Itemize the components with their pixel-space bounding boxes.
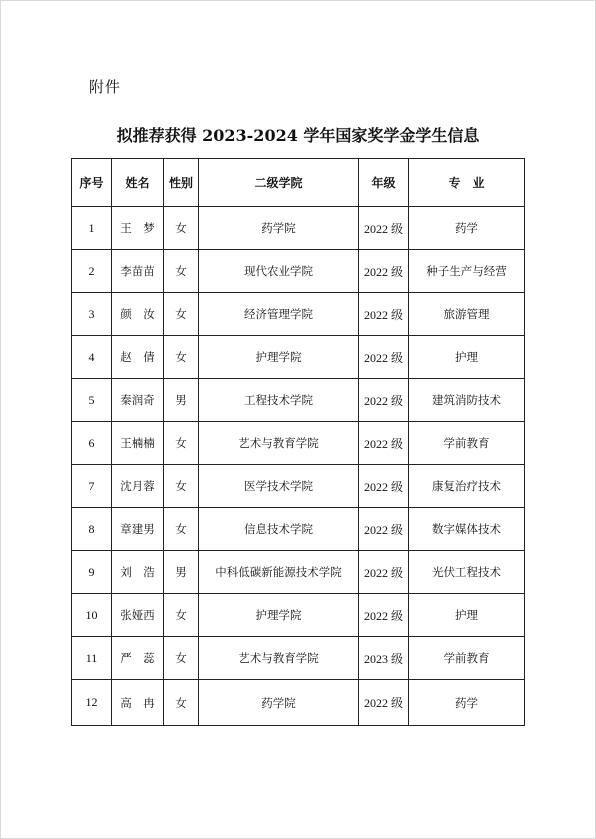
- cell-grade: 2023 级: [359, 637, 409, 680]
- cell-college: 药学院: [199, 207, 359, 250]
- header-name: 姓名: [112, 159, 164, 207]
- cell-college: 信息技术学院: [199, 508, 359, 551]
- table-row: [72, 379, 525, 422]
- cell-major: 药学: [409, 680, 525, 726]
- cell-no: 5: [72, 379, 112, 422]
- attachment-label: 附件: [89, 78, 122, 96]
- table-row: [72, 250, 525, 293]
- cell-major: 旅游管理: [409, 293, 525, 336]
- table-row: [72, 637, 525, 680]
- table-row: [72, 207, 525, 250]
- cell-no: 9: [72, 551, 112, 594]
- cell-college: 艺术与教育学院: [199, 637, 359, 680]
- cell-grade: 2022 级: [359, 336, 409, 379]
- table-header-row: [72, 159, 525, 207]
- cell-college: 经济管理学院: [199, 293, 359, 336]
- cell-no: 6: [72, 422, 112, 465]
- cell-grade: 2022 级: [359, 680, 409, 726]
- header-no: 序号: [72, 159, 112, 207]
- cell-gender: 女: [164, 680, 199, 726]
- cell-major: 药学: [409, 207, 525, 250]
- cell-gender: 女: [164, 508, 199, 551]
- cell-name: 沈月蓉: [112, 465, 164, 508]
- cell-gender: 女: [164, 465, 199, 508]
- header-college: 二级学院: [199, 159, 359, 207]
- cell-grade: 2022 级: [359, 379, 409, 422]
- scholarship-table: [71, 158, 525, 726]
- cell-gender: 女: [164, 336, 199, 379]
- cell-major: 护理: [409, 336, 525, 379]
- cell-grade: 2022 级: [359, 465, 409, 508]
- header-major: 专 业: [409, 159, 525, 207]
- cell-major: 学前教育: [409, 637, 525, 680]
- cell-name: 刘 浩: [112, 551, 164, 594]
- header-grade: 年级: [359, 159, 409, 207]
- cell-no: 4: [72, 336, 112, 379]
- cell-grade: 2022 级: [359, 422, 409, 465]
- cell-gender: 女: [164, 293, 199, 336]
- cell-no: 12: [72, 680, 112, 726]
- cell-gender: 女: [164, 637, 199, 680]
- cell-gender: 女: [164, 594, 199, 637]
- cell-gender: 女: [164, 422, 199, 465]
- table-body: [72, 207, 525, 726]
- cell-major: 建筑消防技术: [409, 379, 525, 422]
- table-row: [72, 336, 525, 379]
- cell-name: 严 蕊: [112, 637, 164, 680]
- table-row: [72, 293, 525, 336]
- cell-major: 护理: [409, 594, 525, 637]
- cell-college: 护理学院: [199, 594, 359, 637]
- cell-no: 2: [72, 250, 112, 293]
- cell-college: 艺术与教育学院: [199, 422, 359, 465]
- cell-college: 护理学院: [199, 336, 359, 379]
- cell-college: 药学院: [199, 680, 359, 726]
- cell-no: 7: [72, 465, 112, 508]
- cell-college: 医学技术学院: [199, 465, 359, 508]
- cell-name: 赵 倩: [112, 336, 164, 379]
- cell-grade: 2022 级: [359, 551, 409, 594]
- cell-name: 章建男: [112, 508, 164, 551]
- cell-grade: 2022 级: [359, 293, 409, 336]
- cell-college: 工程技术学院: [199, 379, 359, 422]
- header-gender: 性别: [164, 159, 199, 207]
- cell-gender: 男: [164, 551, 199, 594]
- cell-grade: 2022 级: [359, 207, 409, 250]
- table-row: [72, 422, 525, 465]
- cell-major: 康复治疗技术: [409, 465, 525, 508]
- table-row: [72, 551, 525, 594]
- cell-grade: 2022 级: [359, 594, 409, 637]
- cell-gender: 女: [164, 250, 199, 293]
- cell-name: 张娅西: [112, 594, 164, 637]
- table-row: [72, 465, 525, 508]
- table-row: [72, 508, 525, 551]
- cell-college: 中科低碳新能源技术学院: [199, 551, 359, 594]
- cell-major: 种子生产与经营: [409, 250, 525, 293]
- table-row: [72, 680, 525, 726]
- document-title: 拟推荐获得 2023-2024 学年国家奖学金学生信息: [116, 126, 480, 145]
- cell-name: 高 冉: [112, 680, 164, 726]
- cell-name: 王楠楠: [112, 422, 164, 465]
- cell-no: 10: [72, 594, 112, 637]
- cell-major: 光伏工程技术: [409, 551, 525, 594]
- cell-name: 王 梦: [112, 207, 164, 250]
- cell-grade: 2022 级: [359, 250, 409, 293]
- cell-name: 李苗苗: [112, 250, 164, 293]
- cell-name: 颜 汝: [112, 293, 164, 336]
- cell-no: 11: [72, 637, 112, 680]
- cell-no: 3: [72, 293, 112, 336]
- cell-college: 现代农业学院: [199, 250, 359, 293]
- cell-major: 学前教育: [409, 422, 525, 465]
- cell-no: 8: [72, 508, 112, 551]
- cell-major: 数字媒体技术: [409, 508, 525, 551]
- cell-no: 1: [72, 207, 112, 250]
- cell-gender: 女: [164, 207, 199, 250]
- cell-grade: 2022 级: [359, 508, 409, 551]
- cell-gender: 男: [164, 379, 199, 422]
- table-row: [72, 594, 525, 637]
- cell-name: 秦润奇: [112, 379, 164, 422]
